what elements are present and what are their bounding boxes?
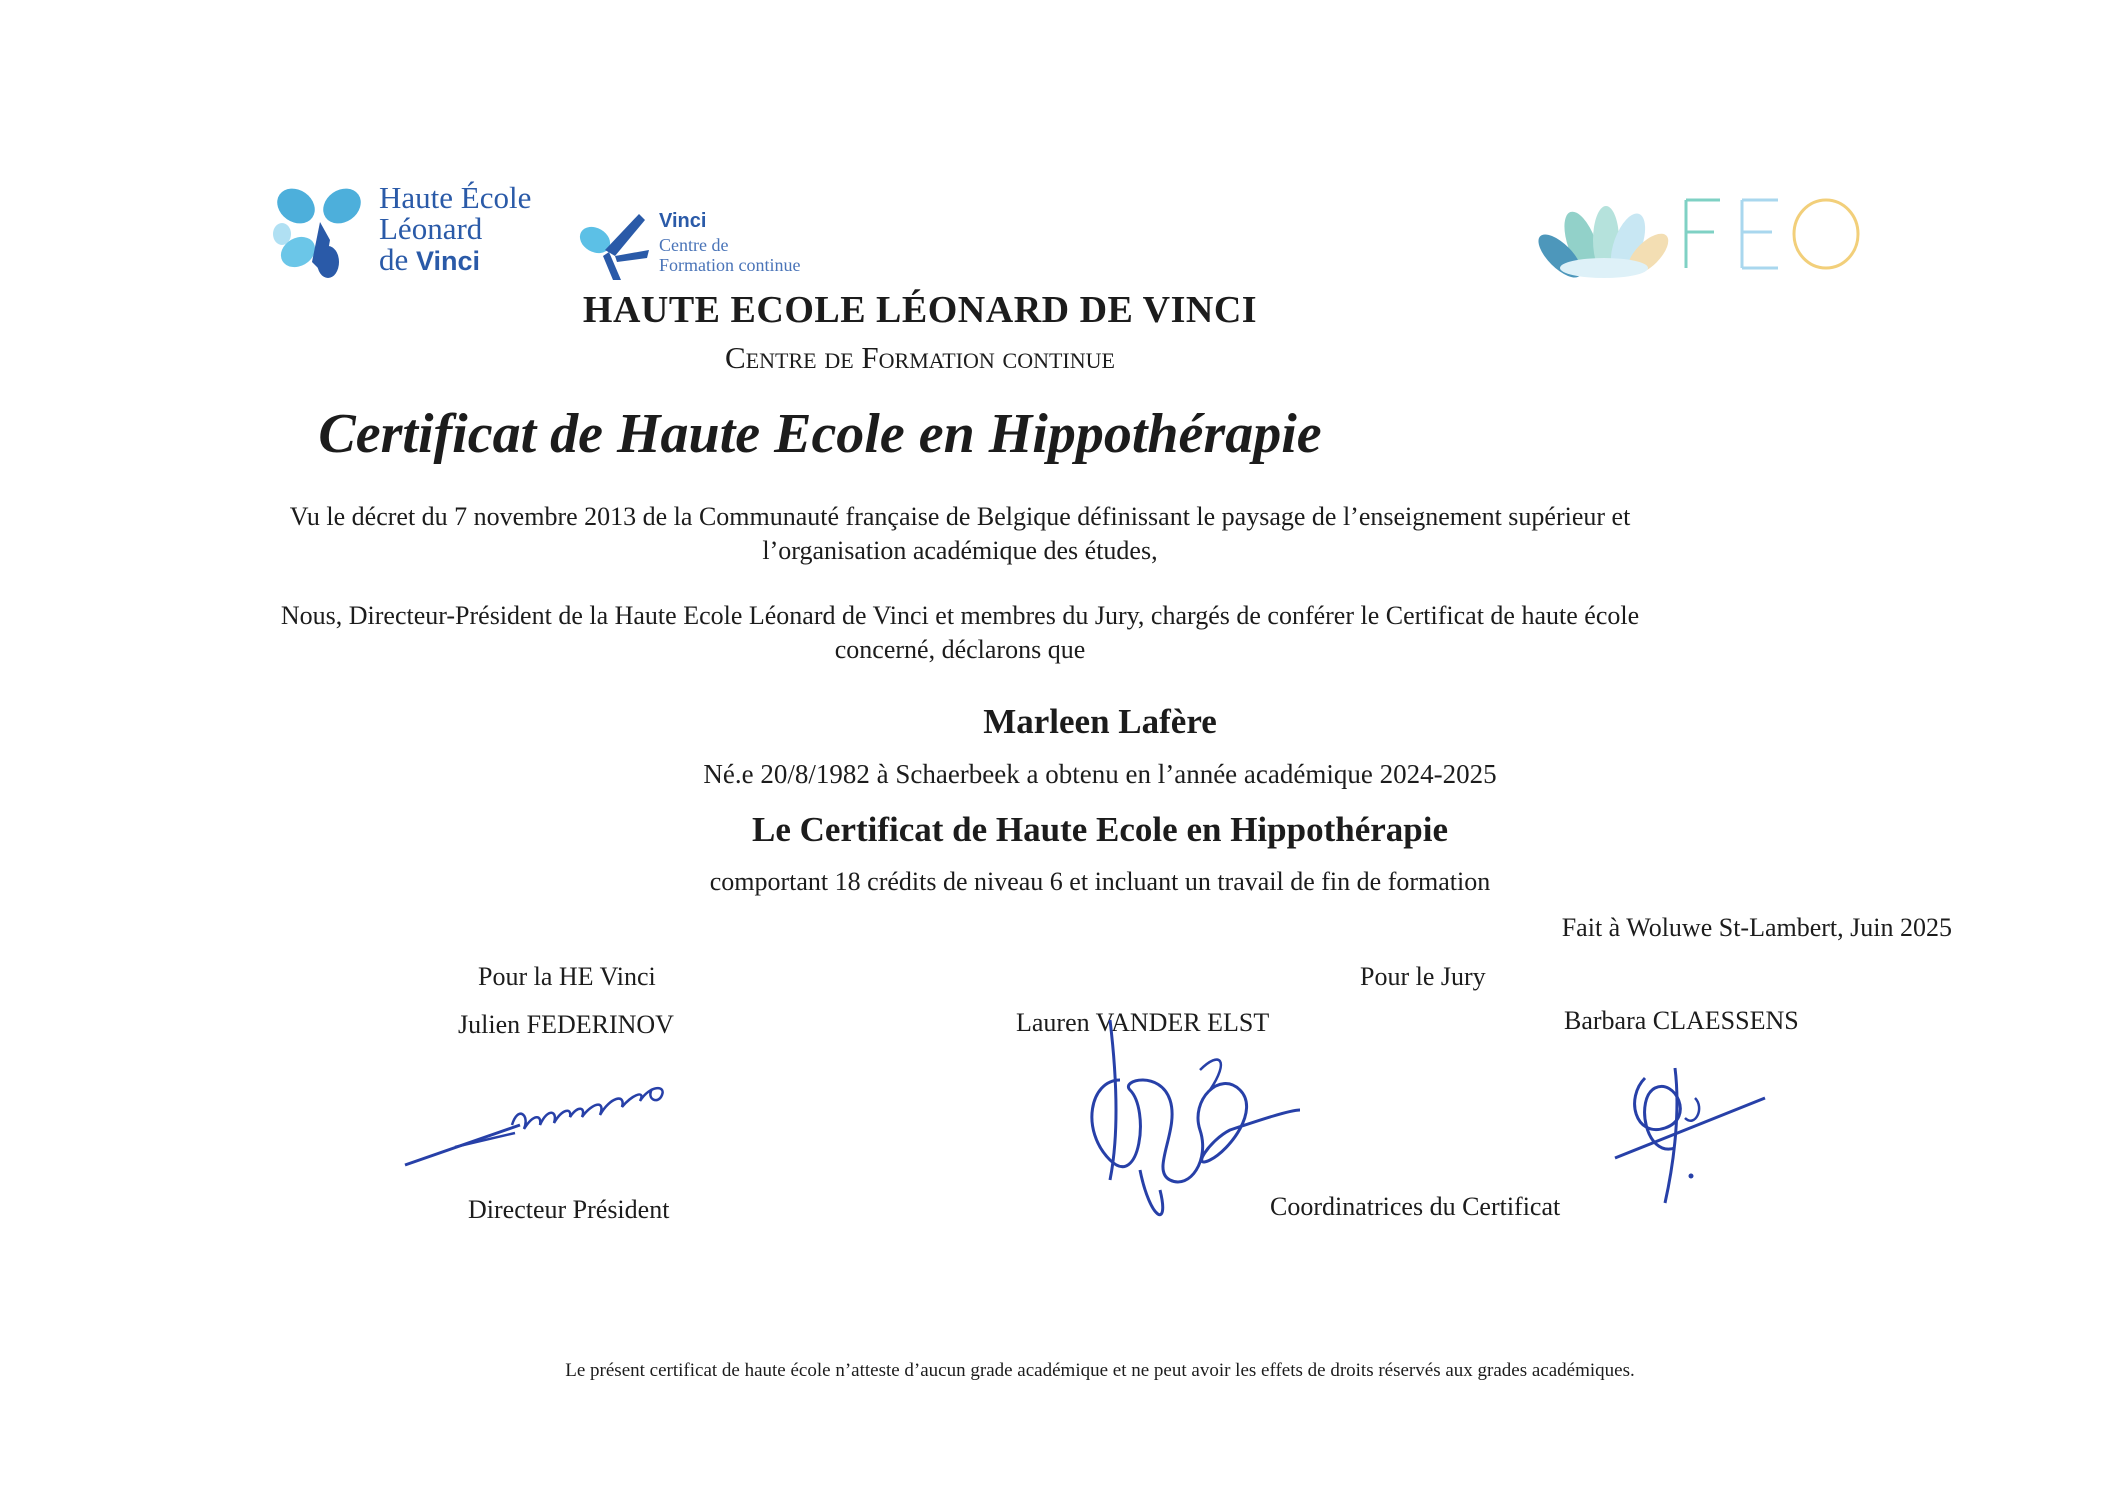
hel-logo	[268, 176, 568, 286]
place-date: Fait à Woluwe St-Lambert, Juin 2025	[1561, 913, 1952, 942]
disclaimer: Le présent certificat de haute école n’atteste d’aucun grade académique et ne peut avoir les effets de droits réservés aux grades académiques.	[565, 1360, 1635, 1381]
hel-logo-line3-prefix: de	[379, 242, 417, 277]
birth-line: Né.e 20/8/1982 à Schaerbeek a obtenu en l’année académique 2024-2025	[703, 759, 1497, 789]
left-signatory-name: Julien FEDERINOV	[458, 1010, 674, 1039]
hel-logo-line1: Haute École	[379, 180, 532, 215]
certificate-title: Certificat de Haute Ecole en Hippothérapie	[318, 403, 1322, 465]
vinci-cfc-subtitle	[659, 235, 800, 275]
hel-logo-wordmark	[379, 182, 531, 277]
jury-role: Coordinatrices du Certificat	[1270, 1192, 1561, 1221]
jury-member1-signature	[1080, 1010, 1310, 1240]
vinci-cfc-line3: Formation continue	[659, 255, 801, 275]
left-signatory-role: Directeur Président	[468, 1195, 670, 1224]
hel-logo-line3-bold: Vinci	[416, 246, 481, 276]
declaration-paragraph: Nous, Directeur-Président de la Haute Ecole Léonard de Vinci et membres du Jury, chargés de conférer le Certificat de haute école concerné, déclarons que	[280, 601, 1640, 664]
school-name: HAUTE ECOLE LÉONARD DE VINCI	[582, 289, 1258, 331]
certificate-name: Le Certificat de Haute Ecole en Hippothérapie	[752, 810, 1448, 849]
vinci-cfc-name: Vinci	[659, 210, 707, 232]
jury-member1-name: Lauren VANDER ELST	[1016, 1008, 1270, 1037]
vinci-cfc-line2: Centre de	[659, 235, 729, 255]
credits-line: comportant 18 crédits de niveau 6 et incluant un travail de fin de formation	[709, 867, 1491, 896]
feo-logo	[1520, 188, 1860, 288]
left-signature-heading: Pour la HE Vinci	[478, 962, 656, 991]
jury-member2-signature	[1605, 1058, 1775, 1208]
recipient-name: Marleen Lafère	[983, 702, 1217, 741]
vinci-cfc-logo-mark	[575, 210, 653, 282]
hel-logo-mark	[268, 182, 373, 282]
feo-logo-mark	[1520, 188, 1860, 288]
hel-logo-line2: Léonard	[379, 211, 483, 246]
director-signature	[400, 1055, 680, 1175]
jury-heading: Pour le Jury	[1360, 962, 1486, 991]
centre-name: Centre de Formation continue	[725, 340, 1115, 375]
vinci-cfc-logo	[575, 210, 865, 285]
jury-member2-name: Barbara CLAESSENS	[1564, 1006, 1799, 1035]
decree-paragraph: Vu le décret du 7 novembre 2013 de la Communauté française de Belgique définissant le paysage de l’enseignement supérieur et l’organisation académique des études,	[289, 502, 1631, 565]
